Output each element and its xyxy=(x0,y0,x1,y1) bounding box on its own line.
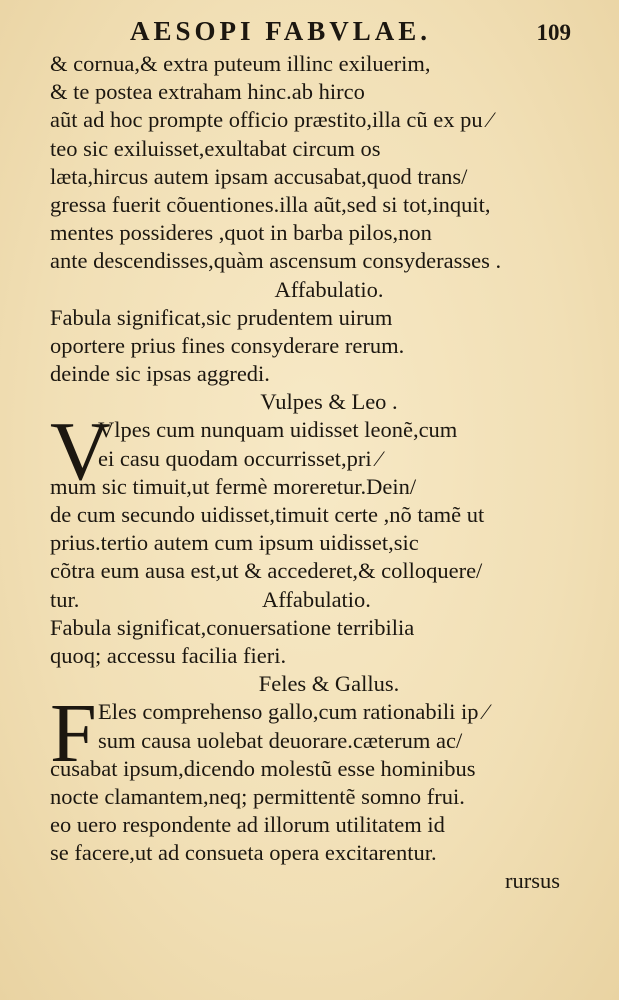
text-block xyxy=(50,50,570,896)
fable-title: Feles & Gallus. xyxy=(258,671,400,697)
header-title: AESOPI FABVLAE. xyxy=(130,16,432,46)
moral-heading: Affabulatio. xyxy=(274,276,384,302)
text-line: & te postea extraham hinc.ab hirco xyxy=(50,79,365,105)
fable-paragraph xyxy=(50,687,570,867)
text-line-end: tur. xyxy=(50,586,80,612)
text-line: cõtra eum ausa est,ut & accederet,& colloquere/ xyxy=(50,558,483,584)
running-header xyxy=(0,12,619,52)
text-line: de cum secundo uidisset,timuit certe ,nõ tamẽ ut xyxy=(50,502,485,527)
moral-line: oportere prius fines consyderare rerum. xyxy=(50,332,405,358)
text-line: sum causa uolebat deuorare.cæterum ac/ xyxy=(98,727,463,753)
moral-heading: Affabulatio. xyxy=(262,586,371,612)
text-line: Vlpes cum nunquam uidisset leonẽ,cum xyxy=(98,417,458,443)
text-line: gressa fuerit cõuentiones.illa aũt,sed si tot,inquit, xyxy=(50,191,491,217)
text-line: aũt ad hoc prompte officio præstito,illa cũ ex pu ⁄ xyxy=(50,107,492,133)
text-line: eo uero respondente ad illorum utilitatem id xyxy=(50,812,445,838)
fable-title: Vulpes & Leo . xyxy=(260,389,398,415)
text-line: se facere,ut ad consueta opera excitarentur. xyxy=(50,840,437,866)
text-line: ante descendisses,quàm ascensum consyderasses . xyxy=(50,248,502,274)
text-line-with-heading xyxy=(50,586,570,614)
text-line: cusabat ipsum,dicendo molestũ esse hominibus xyxy=(50,755,476,781)
moral-line: deinde sic ipsas aggredi. xyxy=(50,361,270,387)
text-line: & cornua,& extra puteum illinc exiluerim, xyxy=(50,51,431,76)
catchword: rursus xyxy=(505,868,560,894)
fable-paragraph xyxy=(50,405,570,613)
text-line: Eles comprehenso gallo,cum rationabili ip ⁄ xyxy=(98,699,488,725)
page-number: 109 xyxy=(536,20,571,45)
text-line: ei casu quodam occurrisset,pri ⁄ xyxy=(98,445,382,471)
drop-cap: V xyxy=(50,405,111,499)
text-line: nocte clamantem,neq; permittentẽ somno frui. xyxy=(50,783,465,809)
drop-cap: F xyxy=(50,687,97,781)
text-line: mentes possideres ,quot in barba pilos,non xyxy=(50,220,432,246)
text-line: teo sic exiluisset,exultabat circum os xyxy=(50,135,381,161)
text-line: læta,hircus autem ipsam accusabat,quod trans/ xyxy=(50,163,468,189)
moral-line: Fabula significat,conuersatione terribilia xyxy=(50,614,415,640)
text-line: mum sic timuit,ut fermè moreretur.Dein/ xyxy=(50,473,417,499)
text-line: prius.tertio autem cum ipsum uidisset,sic xyxy=(50,530,419,556)
moral-line: quoq; accessu facilia fieri. xyxy=(50,642,287,668)
moral-line: Fabula significat,sic prudentem uirum xyxy=(50,304,393,330)
